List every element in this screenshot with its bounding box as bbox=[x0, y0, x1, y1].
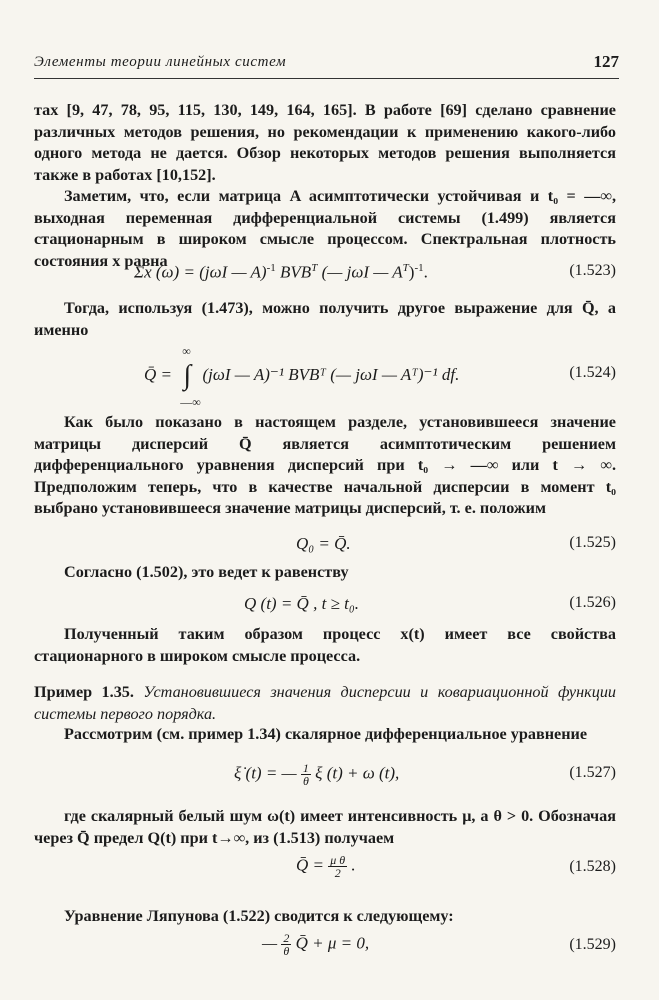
example-heading bbox=[34, 682, 616, 725]
paragraph-8: где скалярный белый шум ω(t) имеет интенсивность μ, а θ > 0. Обозначая через Q̄ предел Q(t) при t→∞, из (1.513) получаем bbox=[34, 807, 616, 847]
example-title: Установившиеся значения дисперсии и ковариационной функции системы первого порядка. bbox=[34, 683, 617, 723]
header-rule bbox=[34, 78, 619, 79]
equation-number: (1.526) bbox=[569, 594, 616, 611]
equation-1-529 bbox=[34, 930, 616, 966]
formula: Q (t) = Q̄ , t ≥ t₀. bbox=[244, 594, 360, 613]
formula: Q̄ = $\frac{\text{μ θ}}{2}$ . bbox=[296, 853, 356, 880]
integral-sign: ∫ ∞ —∞ bbox=[180, 344, 201, 409]
formula: Q₀ = Q̄. bbox=[296, 534, 351, 553]
page-number: 127 bbox=[593, 52, 619, 71]
equation-1-526 bbox=[34, 594, 616, 624]
fraction: $\frac{\text{μ θ}}{2}$ bbox=[330, 853, 346, 880]
paragraph-4: Как было показано в настоящем разделе, установившееся значение матрицы дисперсий Q̄ является асимптотическим решением дифференциального уравнения дисперсий при t₀ → —∞ или t → ∞. Предположим теперь, что в качестве начальной дисперсии в момент t₀ выбрано установившееся значение матрицы дисперсий, т. е. положим bbox=[34, 413, 616, 517]
formula: — $\frac{2}{\theta}$ Q̄ + μ = 0, bbox=[262, 931, 370, 958]
equation-1-528 bbox=[34, 852, 616, 888]
fraction: $\frac{2}{\theta}$ bbox=[283, 931, 290, 958]
equation-1-527 bbox=[34, 760, 616, 796]
equation-number: (1.527) bbox=[569, 764, 616, 781]
lhs: Q̄ = bbox=[144, 364, 172, 384]
equation-1-523 bbox=[34, 262, 616, 292]
equation-1-524 bbox=[34, 344, 616, 409]
example-label: Пример 1.35. bbox=[34, 683, 134, 701]
equation-number: (1.529) bbox=[569, 936, 616, 953]
equation-number: (1.528) bbox=[569, 858, 616, 875]
equation-1-525 bbox=[34, 534, 616, 564]
formula: Σx (ω) = (jωI — A)$^{-1}$ $BVB^T$ (— jωI — $A^T)^{-1}$. bbox=[134, 262, 428, 282]
formula: ξ̇ (t) = — $\frac{1}{\theta}$ ξ (t) + ω (t), bbox=[234, 761, 400, 788]
paragraph-6: Полученный таким образом процесс x(t) имеет все свойства стационарного в широком смысле процесса. bbox=[34, 625, 616, 665]
equation-number: (1.524) bbox=[569, 364, 616, 381]
page-header bbox=[34, 50, 619, 80]
equation-number: (1.525) bbox=[569, 534, 616, 551]
running-title: Элементы теории линейных систем bbox=[34, 54, 287, 70]
formula bbox=[144, 344, 460, 409]
fraction: $\frac{1}{\theta}$ bbox=[302, 761, 309, 788]
paragraph-7: Рассмотрим (см. пример 1.34) скалярное дифференциальное уравнение bbox=[64, 725, 588, 743]
paragraph-1: тах [9, 47, 78, 95, 115, 130, 149, 164, 165]. В работе [69] сделано сравнение различных методов решения, но рекомендации к применению какого-либо одного метода не дается. Обзор некоторых методов решения выполняется также в работах [10,152]. bbox=[34, 101, 616, 184]
paragraph-9: Уравнение Ляпунова (1.522) сводится к следующему: bbox=[64, 907, 454, 925]
paragraph-5: Согласно (1.502), это ведет к равенству bbox=[64, 563, 349, 581]
paragraph-3: Тогда, используя (1.473), можно получить другое выражение для Q̄, а именно bbox=[34, 299, 616, 339]
paragraph-2: Заметим, что, если матрица A асимптотически устойчивая и t₀ = —∞, выходная переменная дифференциальной системы (1.499) является стационарным в широком смысле процессом. Спектральная плотность состояния x равна bbox=[34, 187, 616, 270]
integrand: (jωI — A)⁻¹ BVBᵀ (— jωI — Aᵀ)⁻¹ df. bbox=[202, 364, 460, 384]
equation-number: (1.523) bbox=[569, 262, 616, 279]
